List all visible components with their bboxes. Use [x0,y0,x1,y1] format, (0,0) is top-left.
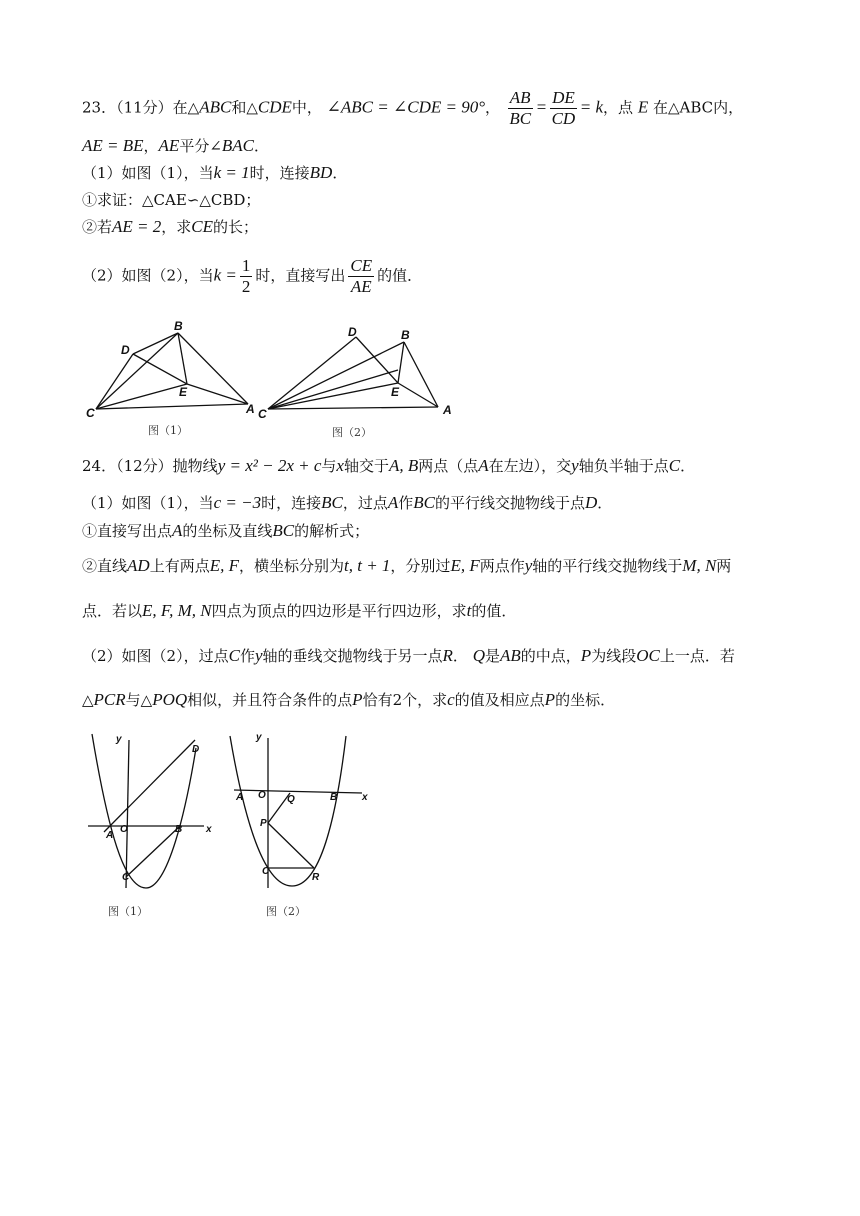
seg-cd [268,337,356,409]
denominator: CD [551,109,576,128]
math: M, N [682,556,717,575]
label-o: O [258,790,266,801]
math: BC [272,521,295,540]
label-c: C [258,407,267,421]
text: 轴交于 [343,457,389,475]
p23-fig2-caption: 图（2） [332,426,372,439]
text: △ [82,691,94,709]
text: 轴负半轴于点 [578,457,669,475]
text: 在△ABC内， [652,98,744,117]
denominator: BC [509,109,532,128]
text: 的值． [471,602,517,620]
p24-part2-cont [82,690,615,710]
math: E, F, M, N [142,601,212,620]
denominator: AE [350,277,372,296]
math: y [571,456,579,475]
math: y [524,556,533,575]
math: BAC [221,136,254,155]
label-q: Q [287,794,295,805]
p24-fig1-caption: 图（1） [108,905,148,918]
label-c: C [122,872,130,883]
text: 上有两点 [149,557,210,575]
label-p: P [260,818,267,829]
label-d: D [192,744,200,755]
text: 与△ [125,691,153,709]
text: ． [597,494,613,512]
math: k = [213,265,237,285]
text: ②直线 [82,557,128,575]
seg-cb [268,342,404,409]
label-c: C [262,866,270,877]
label-e: E [391,385,400,399]
seg-db [133,333,178,354]
math: AE = 2 [112,217,162,236]
label-b: B [174,319,183,333]
text: ，横坐标分别为 [238,557,344,575]
math: OC [636,646,660,665]
p24-part1-i [82,521,369,541]
text: 的平行线交抛物线于点 [435,494,586,512]
math: E, F [450,556,480,575]
math: k = 1 [213,163,250,182]
math: A [387,493,399,512]
text: 相似，并且符合条件的点 [187,691,353,709]
math: AB [500,646,521,665]
text: 时，连接 [261,494,322,512]
math: D [585,493,598,512]
text: ，点 [603,98,634,117]
p24-line-1 [82,456,695,476]
text: 23．（11分）在△ [82,98,200,117]
math: PCR [93,690,126,709]
seg-de [133,354,187,384]
label-c: C [86,406,95,420]
parabola [230,736,346,886]
math: c = −3 [213,493,262,512]
numerator: 1 [241,256,251,275]
seg-ca [96,404,248,409]
label-y: y [256,732,262,743]
text: 的长； [213,218,259,236]
math: y = x² − 2x + c [217,456,322,475]
text: 的值． [377,266,423,285]
x-axis [234,790,362,793]
math: P [352,690,363,709]
text: 的坐标． [555,691,616,709]
label-y: y [116,734,122,745]
label-b: B [175,824,183,835]
angle-equation: ∠ABC = ∠CDE = 90° [326,97,486,117]
math: P [544,690,556,709]
text: 的值及相应点 [454,691,545,709]
numerator: AB [509,88,531,107]
seg-ba [178,333,248,404]
seg-ca [268,407,438,409]
math: E, F [209,556,239,575]
text: 中， [291,98,322,117]
text: 上一点．若 [659,647,735,665]
math: A [478,456,489,475]
math: BD [309,163,333,182]
text: ． [254,137,270,155]
seg-be [398,342,404,383]
math: CE [191,217,214,236]
seg-pr [268,823,314,868]
p24-part1-ii-cont [82,601,516,621]
math: c [447,690,455,709]
text: 的中点， [520,647,581,665]
label-b: B [401,328,410,342]
y-axis [126,740,129,888]
text: ． [680,457,696,475]
text: 是 [484,647,500,665]
text: 时，连接 [249,164,310,182]
label-a: A [106,830,114,841]
math: POQ [152,690,188,709]
text: ，过点 [342,494,388,512]
label-d: D [121,343,130,357]
p24-part1 [82,493,612,513]
text: 作 [239,647,255,665]
math: P [580,646,592,665]
text: （2）如图（2），当 [82,266,214,285]
denominator: 2 [241,277,251,296]
text: ②若 [82,218,113,236]
text: （2）如图（2），过点 [82,647,229,665]
text: 24．（12分）抛物线 [82,457,218,475]
math: y [254,646,263,665]
p23-fig1-caption: 图（1） [148,424,188,437]
text: 两点作 [479,557,525,575]
math: t [466,601,472,620]
text: 轴的平行线交抛物线于 [532,557,683,575]
math: A [172,521,183,540]
text: 与 [321,457,337,475]
text: ，求 [161,218,192,236]
text: 的坐标及直线 [182,522,273,540]
numerator: CE [350,256,373,275]
math: = k [579,97,604,117]
text: ． [452,647,468,665]
numerator: DE [552,88,575,107]
text: ， [143,137,159,155]
p23-line-1: 23．（11分）在△ABC和△CDE中， ∠ABC = ∠CDE = 90°， $\frac{AB}{BC}$ = $\frac{DE}{CD}$ = k，点 E 在△ABC内， [82,88,744,128]
label-x: x [362,792,368,803]
math: A, B [388,456,419,475]
text: ①求证：△CAE∽△CBD； [82,191,261,209]
text: ①直接写出点 [82,522,173,540]
math: BC [321,493,343,512]
text: 点．若以 [82,602,143,620]
seg-cm [268,370,398,409]
text: 四点为顶点的四边形是平行四边形，求 [211,602,467,620]
math: ABC [199,97,232,117]
math: AE [158,136,180,155]
text: 恰有2个，求 [362,691,448,709]
text: 两点（点 [418,457,479,475]
text: 作 [398,494,414,512]
label-e: E [179,385,188,399]
text: ，分别过 [390,557,451,575]
label-o: O [120,824,128,835]
text: 轴的垂线交抛物线于另一点 [262,647,443,665]
label-a: A [443,403,452,417]
label-x: x [206,824,212,835]
math: C [228,646,240,665]
p23-figure-2 [268,337,438,409]
label-b: B [330,792,338,803]
text: 的解析式； [294,522,370,540]
math: t, t + 1 [344,556,391,575]
text: ． [332,164,348,182]
text: 为线段 [591,647,637,665]
text: 两 [716,557,732,575]
math: C [668,456,681,475]
math: CDE [257,97,292,117]
p24-figure-1 [88,734,204,888]
parabola [92,734,196,888]
label-r: R [312,872,320,883]
text: 在左边），交 [488,457,572,475]
math: E [637,97,649,117]
math: AE = BE [82,136,144,155]
seg-ce [268,383,398,409]
text: 时，直接写出 [255,266,346,285]
text: （1）如图（1），当 [82,494,214,512]
math: x [336,456,344,475]
math: BC [413,493,435,512]
label-a: A [236,792,244,803]
math: AD [127,556,150,575]
text: 和△ [231,98,258,117]
equals: = [535,97,548,117]
p24-fig2-caption: 图（2） [266,905,306,918]
text: （1）如图（1），当 [82,164,214,182]
math: Q [472,646,485,665]
p24-part1-ii [82,556,731,576]
p24-figure-2 [230,736,362,888]
label-a: A [246,402,255,416]
math: R [442,646,453,665]
text: 平分∠ [179,137,222,155]
label-d: D [348,325,357,339]
p24-part2 [82,646,735,666]
